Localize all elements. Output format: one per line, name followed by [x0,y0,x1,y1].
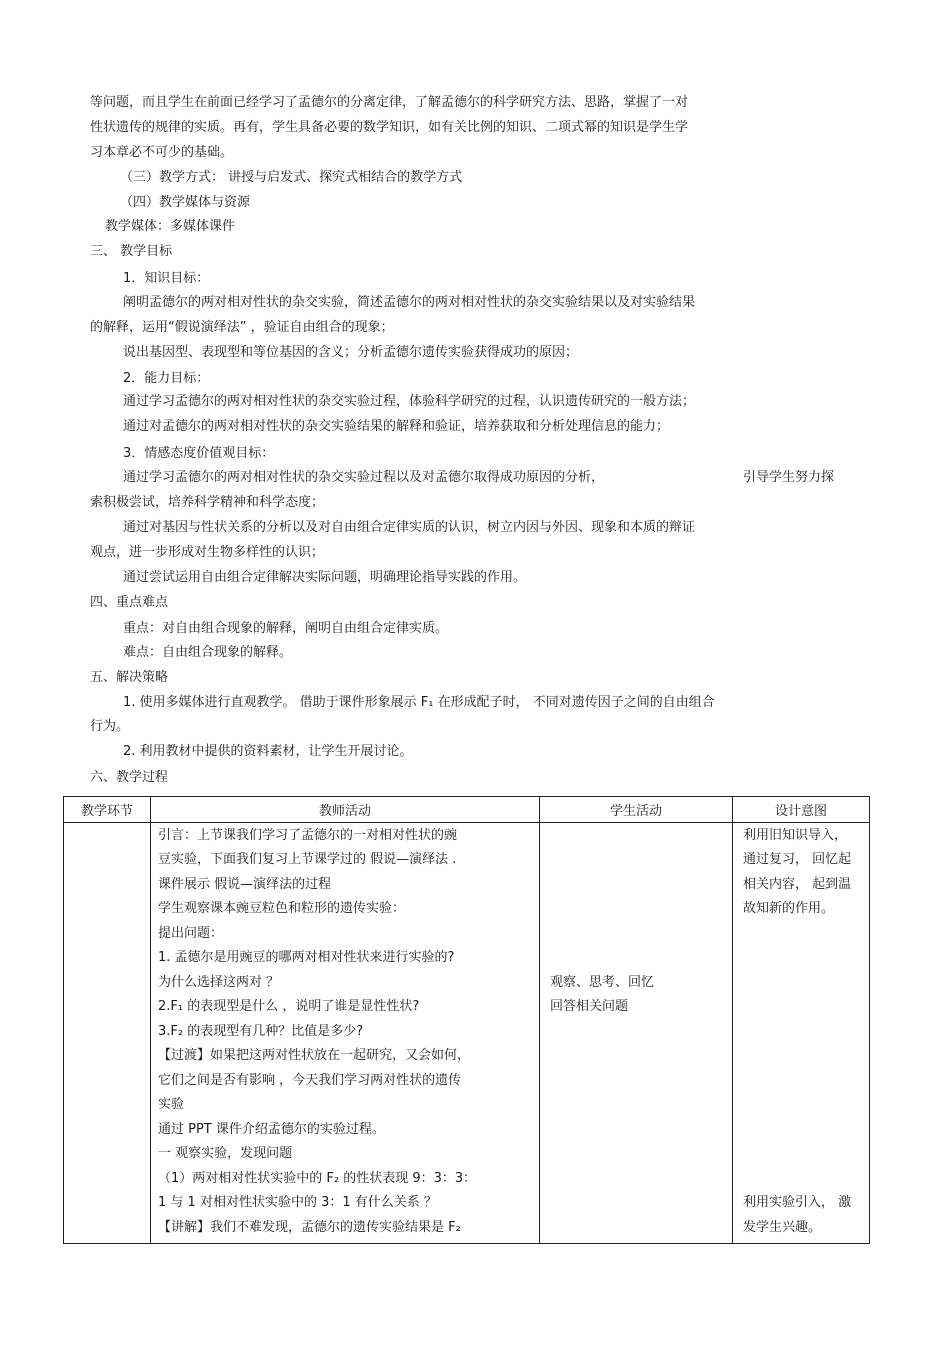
table-row [64,823,870,1244]
design-intent-cell [733,823,870,1244]
teacher-line: 1. 孟德尔是用豌豆的哪两对相对性状来进行实验的? [158,950,455,965]
teacher-line: 豆实验，下面我们复习上节课学过的 假说—演绎法 . [158,852,457,867]
text-line: 习本章必不可少的基础。 [90,145,234,160]
text-line: 行为。 [90,719,130,734]
text-line: 等问题，而且学生在前面已经学习了孟德尔的分离定律，了解孟德尔的科学研究方法、思路，掌握了一对 [90,95,689,110]
teacher-line: 【过渡】如果把这两对性状放在一起研究，又会如何， [158,1048,471,1063]
table-header-row [64,797,870,823]
text-line: 难点：自由组合现象的解释。 [123,645,293,660]
text-line: 2．能力目标： [123,371,210,386]
header-design-intent: 设计意图 [733,797,870,823]
text-line: 阐明孟德尔的两对相对性状的杂交实验，简述孟德尔的两对相对性状的杂交实验结果以及对实验结果 [123,295,696,310]
text-line: 通过学习孟德尔的两对相对性状的杂交实验过程，体验科学研究的过程，认识遗传研究的一般方法； [123,394,696,409]
teacher-line: 学生观察课本豌豆粒色和粒形的遗传实验： [158,901,406,916]
text-line: 1．知识目标： [123,271,210,286]
text-line: 通过尝试运用自由组合定律解决实际问题，明确理论指导实践的作用。 [123,570,527,585]
header-teacher-activity: 教师活动 [151,797,540,823]
intent-line: 故知新的作用。 [743,901,835,916]
text-line: 索积极尝试，培养科学精神和科学态度； [90,495,325,510]
text-line: 通过学习孟德尔的两对相对性状的杂交实验过程以及对孟德尔取得成功原因的分析， [123,470,605,485]
text-line: （四）教学媒体与资源 [120,195,251,210]
student-activity-cell [540,823,733,1244]
text-line: 观点，进一步形成对生物多样性的认识； [90,545,325,560]
teacher-line: 实验 [158,1097,185,1112]
teacher-line: 为什么选择这两对 ？ [158,975,280,990]
teaching-process-table [63,796,870,1244]
text-line: 2. 利用教材中提供的资料素材，让学生开展讨论。 [123,744,413,759]
header-student-activity: 学生活动 [540,797,733,823]
teacher-line: 课件展示 假说—演绎法的过程 [158,877,332,892]
text-line: 3．情感态度价值观目标： [123,446,275,461]
teacher-line: 2.F₁ 的表现型是什么 ，说明了谁是显性性状? [158,999,420,1014]
teacher-line: 【讲解】我们不难发现，孟德尔的遗传实验结果是 F₂ [158,1220,461,1235]
intent-line: 发学生兴趣。 [743,1220,822,1235]
text-line: 三、 教学目标 [90,244,173,259]
teacher-line: 引言：上节课我们学习了孟德尔的一对相对性状的豌 [158,828,458,843]
text-line: 教学媒体：多媒体课件 [105,219,236,234]
teacher-line: 提出问题： [158,926,224,941]
text-line: 五、解决策略 [90,670,169,685]
teacher-line: 通过 PPT 课件介绍孟德尔的实验过程。 [158,1122,385,1137]
teacher-line: 它们之间是否有影响 ，今天我们学习两对性状的遗传 [158,1073,462,1088]
text-line: 1. 使用多媒体进行直观教学。 借助于课件形象展示 F₁ 在形成配子时， 不同对遗传因子之间的自由组合 [123,695,715,710]
stage-cell [64,823,151,1244]
text-line: 重点：对自由组合现象的解释，阐明自由组合定律实质。 [123,621,449,636]
text-line: 通过对孟德尔的两对相对性状的杂交实验结果的解释和验证，培养获取和分析处理信息的能力； [123,419,670,434]
header-stage: 教学环节 [64,797,151,823]
intent-line: 通过复习， 回忆起 [743,852,852,867]
intent-line: 相关内容， 起到温 [743,877,852,892]
intent-line: 利用旧知识导入， [743,828,848,843]
text-line: 说出基因型、表现型和等位基因的含义；分析孟德尔遗传实验获得成功的原因； [123,345,579,360]
text-line: 四、重点难点 [90,595,169,610]
intent-line: 利用实验引入， 激 [743,1195,852,1210]
text-line: 引导学生努力探 [743,470,835,485]
teacher-line: 一 观察实验，发现问题 [158,1146,293,1161]
text-line: （三）教学方式： 讲授与启发式、探究式相结合的教学方式 [120,170,463,185]
student-line: 回答相关问题 [550,999,629,1014]
teacher-activity-cell [151,823,540,1244]
text-line: 通过对基因与性状关系的分析以及对自由组合定律实质的认识，树立内因与外因、现象和本质的辩证 [123,520,696,535]
text-line: 六、教学过程 [90,770,169,785]
teacher-line: （1）两对相对性状实验中的 F₂ 的性状表现 9：3：3： [158,1171,477,1186]
teacher-line: 3.F₂ 的表现型有几种？比值是多少? [158,1024,364,1039]
text-line: 的解释，运用“假说演绎法” ，验证自由组合的现象； [90,320,394,335]
text-line: 性状遗传的规律的实质。再有，学生具备必要的数学知识，如有关比例的知识、二项式幂的知识是学生学 [90,120,689,135]
student-line: 观察、思考、回忆 [550,975,655,990]
teacher-line: 1 与 1 对相对性状实验中的 3：1 有什么关系 ？ [158,1195,437,1210]
